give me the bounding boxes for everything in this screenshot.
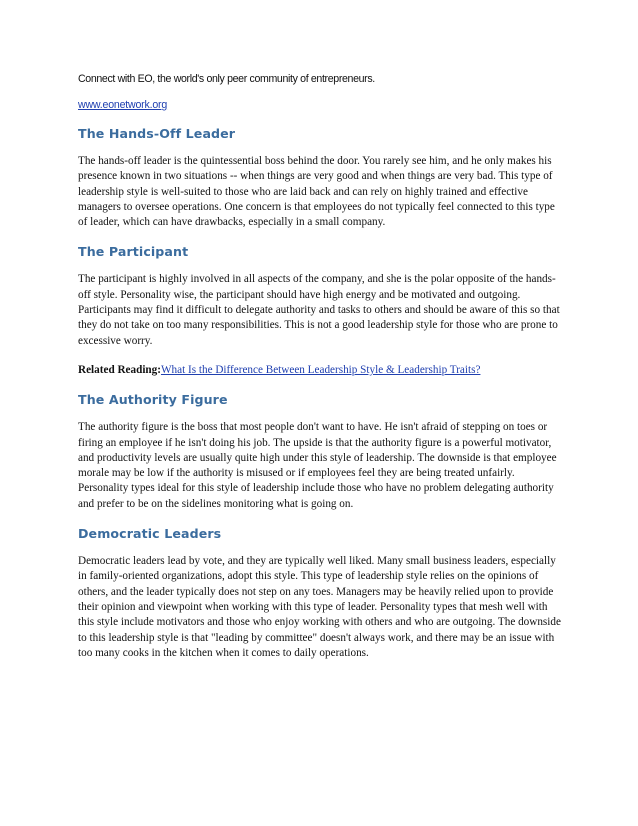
section-body-authority-figure: The authority figure is the boss that most people don't want to have. He isn't afraid of stepping on toes or firing an employee if he isn't doing his job. The upside is that the authority figure is a powerful motivator, and productivity levels are usually quite high under this style of leadership. The downside is that employee morale may be low if the authority is misused or if employees feel they are being treated unfairly. Personality types ideal for this style of leadership include those who have no problem delegating authority and prefer to be on the sidelines monitoring what is going on.	[78, 421, 557, 510]
related-reading-link[interactable]: What Is the Difference Between Leadership Style & Leadership Traits?	[160, 363, 481, 376]
document-page	[78, 72, 564, 661]
intro-text: Connect with EO, the world's only peer community of entrepreneurs.	[78, 73, 375, 85]
section-title-participant: The Participant	[78, 244, 189, 260]
section-body-democratic-leaders: Democratic leaders lead by vote, and they are typically well liked. Many small business leaders, especially in family-oriented organizations, adopt this style. This type of leadership style relies on the opinions of others, and the leader typically does not step on any toes. Managers may be heavily relied upon to provide their opinion and viewpoint when working with this type of leader. Personality types that mesh well with this style include motivators and those who enjoy working with others and who are outgoing. The downside to this leadership style is that "leading by committee" doesn't always work, and there may be an issue with too many cooks in the kitchen when it comes to daily operations.	[78, 555, 561, 659]
related-reading-label: Related Reading:	[78, 363, 161, 376]
section-body-hands-off: The hands-off leader is the quintessential boss behind the door. You rarely see him, and he only makes his presence known in two situations -- when things are very good and when things are very bad. This type of leadership style is well-suited to those who are laid back and can rely on highly trained and effective managers to oversee operations. One concern is that employees do not typically feel connected to this type of leader, which can have drawbacks, especially in a small company.	[78, 155, 555, 229]
related-reading	[78, 363, 564, 378]
section-title-authority-figure: The Authority Figure	[78, 392, 228, 408]
section-title-hands-off: The Hands-Off Leader	[78, 126, 236, 141]
website-link[interactable]: www.eonetwork.org	[78, 99, 168, 111]
section-title-democratic-leaders: Democratic Leaders	[78, 526, 222, 542]
section-body-participant: The participant is highly involved in all aspects of the company, and she is the polar opposite of the hands-off style. Personality wise, the participant should have high energy and be motivated and outgoing. Participants may find it difficult to delegate authority and tasks to others and should be aware of this so that they do not take on too many responsibilities. This is not a good leadership style for those who are prone to excessive worry.	[78, 273, 560, 347]
